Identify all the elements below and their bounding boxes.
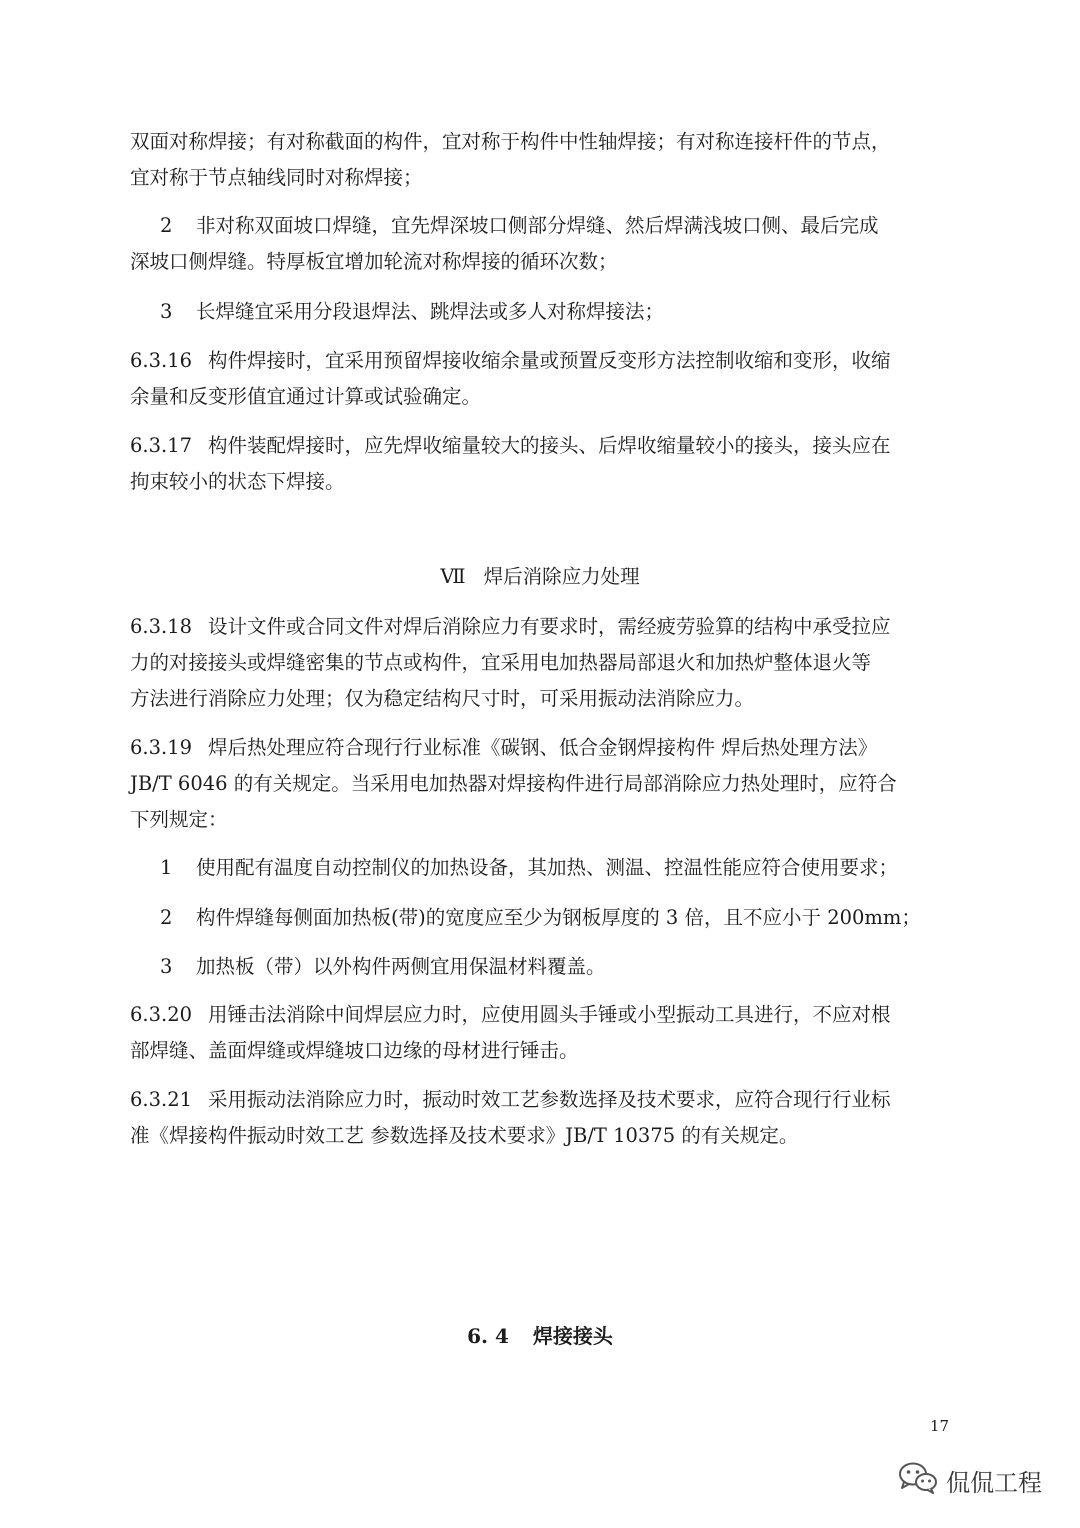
- list-item-text: 长焊缝宜采用分段退焊法、跳焊法或多人对称焊接法；: [196, 300, 665, 323]
- section-heading-vii: [0, 561, 1080, 593]
- paragraph-line: 深坡口侧焊缝。特厚板宜增加轮流对称焊接的循环次数；: [130, 250, 618, 273]
- list-item-text: 非对称双面坡口焊缝，宜先焊深坡口侧部分焊缝、然后焊满浅坡口侧、最后完成: [196, 214, 879, 237]
- watermark: [898, 1456, 1042, 1504]
- paragraph-line: 余量和反变形值宜通过计算或试验确定。: [130, 385, 482, 408]
- paragraph-line: 部焊缝、盖面焊缝或焊缝坡口边缘的母材进行锤击。: [130, 1039, 579, 1062]
- list-item: [160, 951, 958, 983]
- list-item-text: 构件焊缝每侧面加热板(带)的宽度应至少为钢板厚度的 3 倍，且不应小于 200mm；: [196, 906, 921, 929]
- clause-text: 构件装配焊接时，应先焊收缩量较大的接头、后焊收缩量较小的接头，接头应在: [208, 434, 891, 457]
- clause-number: 6.3.16: [130, 349, 193, 372]
- paragraph-line: 下列规定：: [130, 808, 228, 831]
- list-item-text: 使用配有温度自动控制仪的加热设备，其加热、测温、控温性能应符合使用要求；: [196, 856, 899, 879]
- clause-6-3-21: [130, 1084, 958, 1116]
- clause-text: 用锤击法消除中间焊层应力时，应使用圆头手锤或小型振动工具进行，不应对根: [208, 1003, 891, 1026]
- chapter-heading-6-4: [0, 1320, 1080, 1352]
- list-item-text: 加热板（带）以外构件两侧宜用保温材料覆盖。: [196, 955, 606, 978]
- clause-text: 采用振动法消除应力时，振动时效工艺参数选择及技术要求，应符合现行行业标: [208, 1088, 891, 1111]
- clause-number: 6.3.19: [130, 736, 193, 759]
- clause-number: 6.3.21: [130, 1088, 193, 1111]
- list-item-number: 2: [160, 214, 173, 237]
- clause-6-3-20: [130, 999, 958, 1031]
- roman-numeral: Ⅶ: [440, 565, 466, 588]
- chapter-number: 6. 4: [467, 1324, 509, 1348]
- list-item: [160, 210, 958, 242]
- clause-number: 6.3.18: [130, 615, 193, 638]
- list-item-number: 1: [160, 856, 173, 879]
- paragraph-line: 准《焊接构件振动时效工艺 参数选择及技术要求》JB/T 10375 的有关规定。: [130, 1124, 799, 1147]
- clause-number: 6.3.17: [130, 434, 193, 457]
- list-item: [160, 852, 958, 884]
- paragraph-line: 方法进行消除应力处理；仅为稳定结构尺寸时，可采用振动法消除应力。: [130, 687, 755, 710]
- list-item-number: 3: [160, 955, 173, 978]
- clause-number: 6.3.20: [130, 1003, 193, 1026]
- page-number: 17: [930, 1417, 950, 1435]
- list-item: [160, 902, 958, 934]
- paragraph-line: 宜对称于节点轴线同时对称焊接；: [130, 166, 423, 189]
- list-item-number: 3: [160, 300, 173, 323]
- list-item-number: 2: [160, 906, 173, 929]
- clause-6-3-18: [130, 611, 958, 643]
- wechat-icon: [898, 1461, 938, 1499]
- section-title: 焊后消除应力处理: [483, 565, 640, 588]
- chapter-title: 焊接接头: [532, 1324, 613, 1348]
- watermark-text: 侃侃工程: [946, 1468, 1042, 1497]
- clause-6-3-17: [130, 430, 958, 462]
- paragraph-line: 力的对接接头或焊缝密集的节点或构件，宜采用电加热器局部退火和加热炉整体退火等: [130, 651, 872, 674]
- clause-6-3-19: [130, 732, 958, 764]
- clause-text: 设计文件或合同文件对焊后消除应力有要求时，需经疲劳验算的结构中承受拉应: [208, 615, 891, 638]
- clause-6-3-16: [130, 345, 958, 377]
- paragraph-line: 拘束较小的状态下焊接。: [130, 470, 345, 493]
- paragraph-line: 双面对称焊接；有对称截面的构件，宜对称于构件中性轴焊接；有对称连接杆件的节点，: [130, 130, 891, 153]
- clause-text: 焊后热处理应符合现行行业标准《碳钢、低合金钢焊接构件 焊后热处理方法》: [208, 736, 878, 759]
- clause-text: 构件焊接时，宜采用预留焊接收缩余量或预置反变形方法控制收缩和变形，收缩: [208, 349, 891, 372]
- list-item: [160, 296, 958, 328]
- paragraph-line: JB/T 6046 的有关规定。当采用电加热器对焊接构件进行局部消除应力热处理时，应符合: [130, 772, 897, 795]
